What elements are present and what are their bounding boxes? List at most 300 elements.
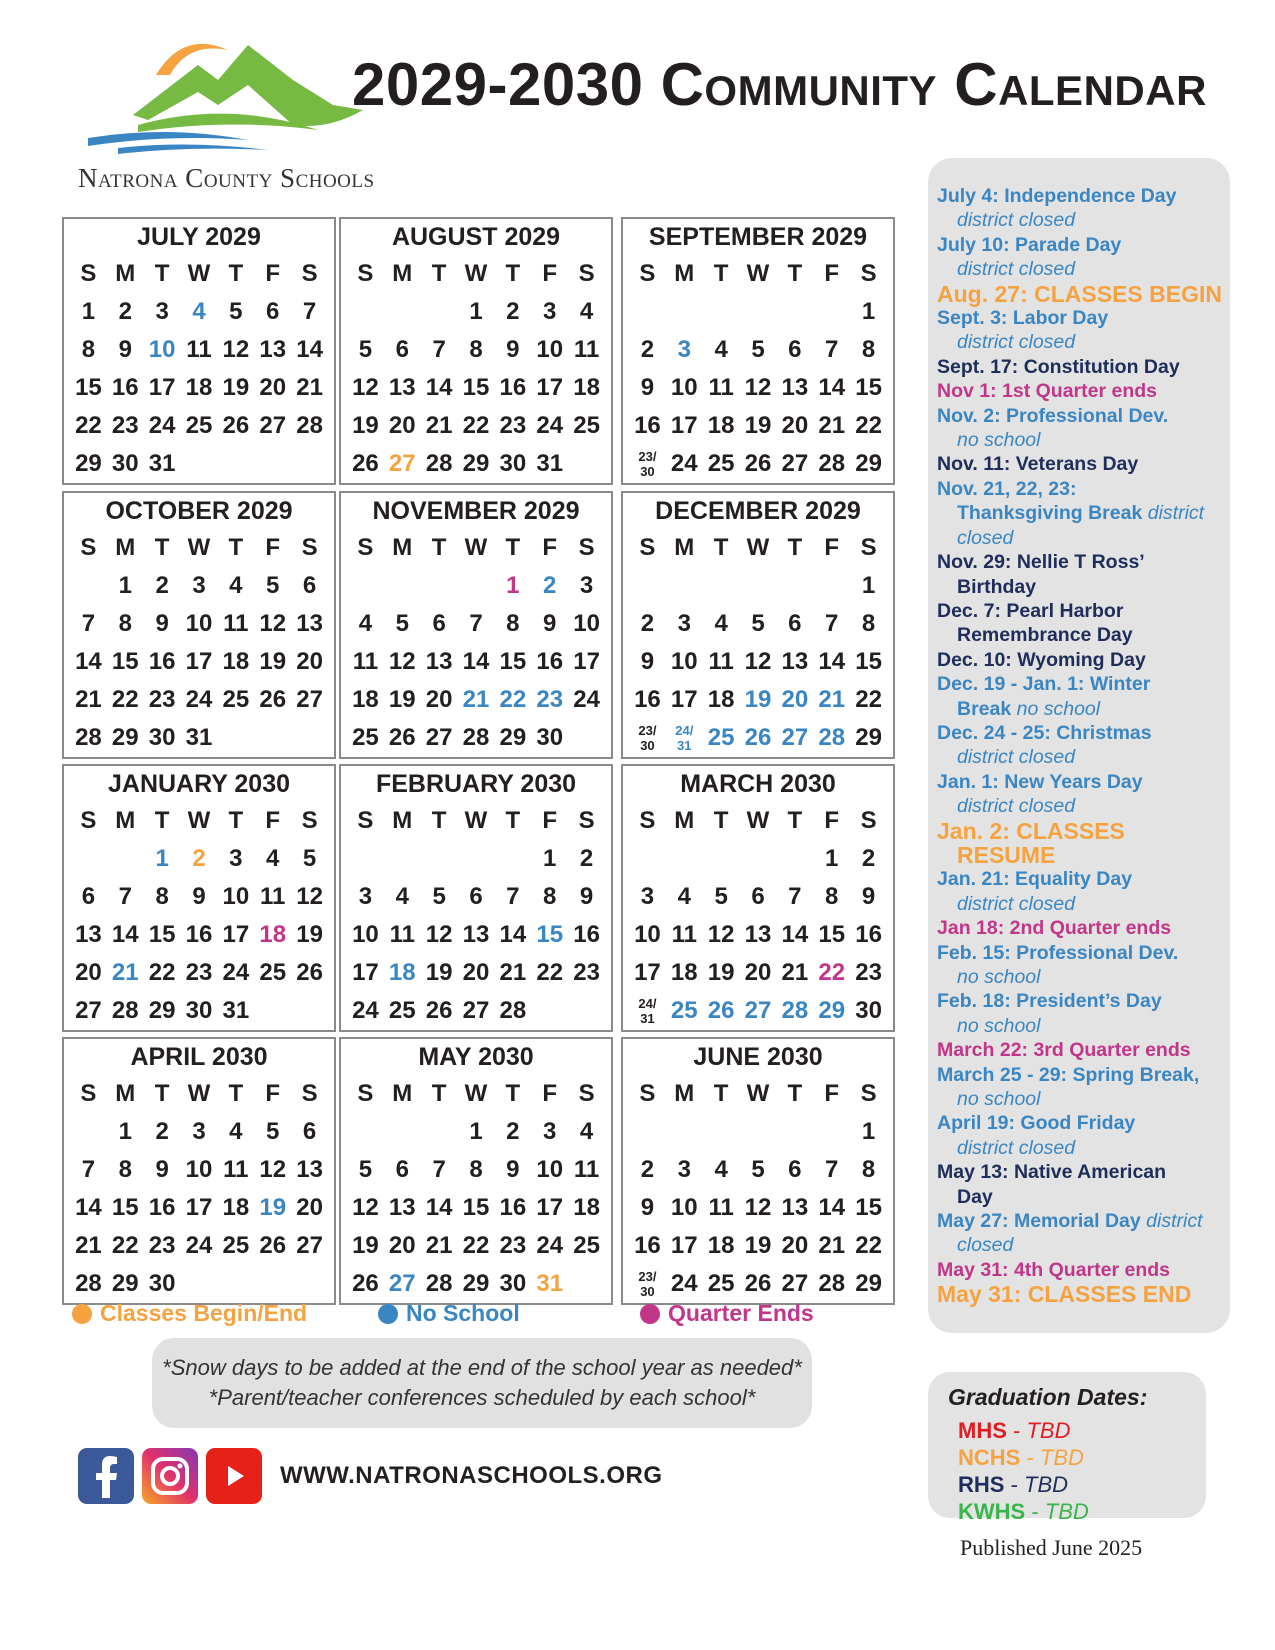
day-cell: 3: [543, 298, 557, 325]
day-cell: 2: [579, 845, 594, 872]
weekday-header: [64, 255, 334, 293]
day-cell: 25: [573, 1232, 600, 1259]
month-january-2030: [62, 764, 336, 1032]
day-cell: 29: [148, 997, 176, 1024]
weekday-header: [623, 1075, 893, 1113]
day-cell: 24: [536, 412, 564, 439]
day-cell: 27: [781, 450, 809, 477]
graduation-row: MHS - TBD: [958, 1418, 1071, 1443]
day-cell: 16: [855, 921, 882, 948]
events-sidebar: [928, 158, 1230, 1333]
day-cell: 9: [861, 883, 876, 910]
instagram-icon[interactable]: [142, 1448, 198, 1504]
graduation-box: [928, 1372, 1206, 1524]
weekday-header: [341, 1075, 611, 1113]
day-cell: 8: [861, 1156, 876, 1183]
event-line: Dec. 7: Pearl Harbor: [937, 599, 1124, 622]
weekday-label: M: [674, 1080, 695, 1107]
day-cell: 16: [111, 374, 139, 401]
day-cell: 23: [111, 412, 139, 439]
week-row: [64, 293, 334, 331]
day-cell: 12: [352, 374, 379, 401]
day-cell: 13: [296, 1156, 323, 1183]
day-cell: 14: [425, 374, 453, 401]
day-cell: 9: [506, 1156, 520, 1183]
weekday-label: F: [824, 260, 840, 287]
weekday-label: F: [824, 534, 840, 561]
facebook-icon[interactable]: [78, 1448, 134, 1504]
day-cell: 15: [855, 374, 882, 401]
weekday-label: F: [542, 807, 558, 834]
day-cell: 24: [573, 686, 600, 713]
day-cell: 22: [462, 412, 490, 439]
week-row: [341, 1189, 611, 1227]
notes-box: [152, 1338, 812, 1428]
event-line: no school: [957, 966, 1041, 988]
day-cell: 4: [714, 1156, 728, 1183]
event-line: May 27: Memorial Day district: [937, 1210, 1203, 1233]
week-row: [623, 719, 893, 757]
weekday-label: T: [228, 534, 244, 561]
day-cell: 24: [185, 686, 213, 713]
weekday-label: T: [154, 807, 170, 834]
day-cell: 16: [148, 1194, 176, 1221]
event-line: March 22: 3rd Quarter ends: [937, 1039, 1191, 1062]
day-cell: 21: [781, 959, 809, 986]
day-cell: 7: [825, 1156, 839, 1183]
weekday-label: S: [860, 807, 877, 834]
week-row: [64, 954, 334, 992]
day-cell: 14: [111, 921, 139, 948]
day-cell: 1: [825, 845, 839, 872]
weekday-label: T: [431, 534, 447, 561]
weekday-label: S: [357, 1080, 374, 1107]
youtube-icon[interactable]: [206, 1448, 262, 1504]
day-cell: 10: [670, 374, 698, 401]
day-cell: 29: [855, 724, 882, 751]
day-cell: 8: [506, 610, 520, 637]
weekday-label: M: [115, 1080, 136, 1107]
day-cell: 17: [185, 1194, 213, 1221]
graduation-row: RHS - TBD: [958, 1472, 1069, 1497]
weekday-label: S: [301, 807, 318, 834]
weekday-label: M: [115, 534, 136, 561]
day-cell: 4: [714, 610, 728, 637]
month-december-2029: [621, 491, 895, 759]
day-cell: 15: [75, 374, 102, 401]
month-october-2029: [62, 491, 336, 759]
week-row: [64, 445, 334, 483]
day-cell: 27: [388, 1270, 416, 1297]
day-cell: 28: [111, 997, 139, 1024]
weekday-label: W: [187, 1080, 211, 1107]
day-cell: 8: [825, 883, 839, 910]
day-cell: 5: [714, 883, 728, 910]
pink-dot-icon: [640, 1304, 660, 1324]
day-cell: 24: [670, 450, 698, 477]
day-cell: 28: [462, 724, 490, 751]
day-cell: 19: [388, 686, 416, 713]
event-line: district closed: [957, 258, 1076, 281]
day-cell: 3: [640, 883, 655, 910]
week-row: [623, 293, 893, 331]
month-title: MAY 2030: [418, 1043, 534, 1071]
day-cell: 17: [536, 374, 564, 401]
day-cell: 17: [352, 959, 379, 986]
day-cell: 19: [744, 686, 772, 713]
day-cell: 16: [148, 648, 176, 675]
day-cell: 30: [499, 450, 527, 477]
week-row: [623, 1151, 893, 1189]
weekday-label: M: [392, 1080, 413, 1107]
day-cell: 26: [388, 724, 416, 751]
published-date: Published June 2025: [960, 1535, 1143, 1560]
weekday-label: S: [357, 260, 374, 287]
day-cell: 24/ 31: [675, 723, 694, 753]
weekday-label: W: [746, 260, 770, 287]
week-row: [341, 1227, 611, 1265]
weekday-label: F: [824, 807, 840, 834]
day-cell: 22: [462, 1232, 490, 1259]
day-cell: 21: [425, 1232, 453, 1259]
week-row: [64, 878, 334, 916]
event-line: May 31: 4th Quarter ends: [937, 1258, 1170, 1281]
weekday-label: T: [505, 260, 521, 287]
day-cell: 27: [388, 450, 416, 477]
weekday-label: W: [464, 534, 488, 561]
day-cell: 13: [781, 1194, 809, 1221]
week-row: [341, 567, 611, 605]
day-cell: 18: [707, 686, 735, 713]
week-row: [64, 840, 334, 878]
week-row: [341, 643, 611, 681]
week-row: [64, 369, 334, 407]
day-cell: 30: [111, 450, 139, 477]
day-cell: 1: [506, 572, 520, 599]
event-line: Dec. 24 - 25: Christmas: [937, 721, 1152, 744]
day-cell: 14: [296, 336, 323, 363]
day-cell: 11: [573, 1156, 600, 1183]
day-cell: 14: [818, 648, 846, 675]
day-cell: 5: [358, 336, 373, 363]
weekday-label: T: [505, 1080, 521, 1107]
day-cell: 29: [462, 450, 490, 477]
day-cell: 2: [640, 1156, 655, 1183]
weekday-label: W: [187, 534, 211, 561]
day-cell: 2: [155, 1118, 169, 1145]
day-cell: 24: [185, 1232, 213, 1259]
day-cell: 13: [781, 648, 809, 675]
day-cell: 27: [425, 724, 453, 751]
week-row: [341, 445, 611, 483]
day-cell: 21: [425, 412, 453, 439]
day-cell: 29: [111, 1270, 139, 1297]
weekday-header: [64, 1075, 334, 1113]
weekday-label: F: [542, 1080, 558, 1107]
day-cell: 15: [111, 1194, 139, 1221]
event-line: May 13: Native American: [937, 1161, 1167, 1184]
weekday-label: S: [301, 1080, 318, 1107]
day-cell: 14: [781, 921, 809, 948]
day-cell: 9: [118, 336, 132, 363]
weekday-label: M: [392, 807, 413, 834]
day-cell: 8: [118, 1156, 132, 1183]
day-cell: 7: [118, 883, 132, 910]
day-cell: 24: [670, 1270, 698, 1297]
day-cell: 23: [573, 959, 600, 986]
weekday-label: T: [431, 1080, 447, 1107]
weekday-label: T: [713, 807, 729, 834]
weekday-label: T: [154, 1080, 170, 1107]
day-cell: 28: [75, 1270, 102, 1297]
day-cell: 19: [259, 648, 287, 675]
day-cell: 15: [818, 921, 846, 948]
day-cell: 5: [266, 1118, 280, 1145]
week-row: [64, 331, 334, 369]
day-cell: 16: [499, 1194, 527, 1221]
event-line: district closed: [957, 331, 1076, 354]
week-row: [623, 916, 893, 954]
day-cell: 22: [818, 959, 846, 986]
day-cell: 31: [536, 1270, 564, 1297]
day-cell: 23/ 30: [638, 1269, 657, 1299]
weekday-label: T: [787, 534, 803, 561]
weekday-label: S: [639, 1080, 656, 1107]
month-title: FEBRUARY 2030: [375, 770, 577, 798]
month-april-2030: [62, 1037, 336, 1305]
month-title: AUGUST 2029: [391, 223, 561, 251]
weekday-header: [64, 529, 334, 567]
day-cell: 14: [818, 1194, 846, 1221]
day-cell: 8: [543, 883, 557, 910]
day-cell: 5: [395, 610, 409, 637]
day-cell: 13: [388, 374, 416, 401]
day-cell: 23/ 30: [638, 449, 657, 479]
week-row: [623, 407, 893, 445]
day-cell: 10: [634, 921, 661, 948]
day-cell: 9: [579, 883, 594, 910]
day-cell: 7: [81, 1156, 96, 1183]
week-row: [623, 605, 893, 643]
week-row: [64, 1265, 334, 1303]
weekday-label: M: [674, 807, 695, 834]
week-row: [623, 369, 893, 407]
month-february-2030: [339, 764, 613, 1032]
day-cell: 27: [75, 997, 102, 1024]
day-cell: 11: [186, 336, 212, 363]
day-cell: 4: [229, 572, 243, 599]
day-cell: 21: [818, 1232, 846, 1259]
day-cell: 13: [425, 648, 453, 675]
week-row: [623, 1265, 893, 1303]
day-cell: 18: [573, 374, 600, 401]
event-line: district closed: [957, 892, 1076, 915]
note-snow-days: *Snow days to be added at the end of the school year as needed*: [162, 1355, 802, 1380]
day-cell: 12: [222, 336, 250, 363]
week-row: [64, 1151, 334, 1189]
district-name: Natrona County Schools: [78, 163, 375, 193]
day-cell: 28: [425, 1270, 453, 1297]
day-cell: 12: [388, 648, 416, 675]
weekday-label: S: [301, 534, 318, 561]
day-cell: 19: [296, 921, 323, 948]
day-cell: 13: [75, 921, 102, 948]
day-cell: 31: [536, 450, 564, 477]
blue-dot-icon: [378, 1304, 398, 1324]
weekday-label: W: [464, 807, 488, 834]
day-cell: 23: [185, 959, 213, 986]
day-cell: 2: [192, 845, 206, 872]
weekday-label: F: [265, 807, 281, 834]
week-row: [64, 567, 334, 605]
day-cell: 7: [825, 336, 839, 363]
day-cell: 26: [222, 412, 250, 439]
day-cell: 18: [670, 959, 698, 986]
day-cell: 21: [75, 1232, 102, 1259]
day-cell: 7: [81, 610, 96, 637]
weekday-label: T: [787, 260, 803, 287]
month-title: OCTOBER 2029: [105, 497, 293, 525]
day-cell: 5: [751, 1156, 765, 1183]
day-cell: 26: [296, 959, 323, 986]
day-cell: 17: [148, 374, 176, 401]
weekday-header: [64, 802, 334, 840]
event-line: Jan. 2: CLASSES: [937, 817, 1125, 844]
week-row: [64, 1113, 334, 1151]
day-cell: 26: [744, 1270, 772, 1297]
day-cell: 26: [707, 997, 735, 1024]
day-cell: 2: [155, 572, 169, 599]
day-cell: 23: [499, 1232, 527, 1259]
day-cell: 3: [192, 1118, 206, 1145]
day-cell: 26: [352, 450, 379, 477]
day-cell: 10: [352, 921, 379, 948]
day-cell: 12: [707, 921, 735, 948]
event-line: Sept. 17: Constitution Day: [937, 355, 1180, 378]
weekday-label: T: [713, 1080, 729, 1107]
event-line: closed: [957, 1234, 1014, 1257]
day-cell: 6: [469, 883, 483, 910]
week-row: [341, 1113, 611, 1151]
event-line: district closed: [957, 209, 1076, 232]
day-cell: 12: [744, 374, 772, 401]
day-cell: 28: [818, 450, 846, 477]
day-cell: 8: [469, 336, 483, 363]
week-row: [623, 878, 893, 916]
day-cell: 22: [855, 686, 882, 713]
day-cell: 2: [118, 298, 132, 325]
day-cell: 9: [192, 883, 206, 910]
day-cell: 29: [111, 724, 139, 751]
weekday-label: F: [824, 1080, 840, 1107]
day-cell: 15: [111, 648, 139, 675]
day-cell: 21: [462, 686, 490, 713]
day-cell: 9: [506, 336, 520, 363]
day-cell: 4: [579, 1118, 594, 1145]
day-cell: 19: [222, 374, 250, 401]
day-cell: 18: [222, 648, 250, 675]
month-title: JUNE 2030: [693, 1043, 823, 1071]
day-cell: 11: [352, 648, 379, 675]
weekday-label: M: [115, 807, 136, 834]
day-cell: 18: [707, 412, 735, 439]
weekday-label: S: [80, 260, 97, 287]
day-cell: 3: [358, 883, 373, 910]
day-cell: 19: [744, 412, 772, 439]
day-cell: 22: [75, 412, 102, 439]
event-line: Birthday: [957, 575, 1037, 598]
day-cell: 30: [185, 997, 213, 1024]
events-list: [937, 184, 1227, 1307]
weekday-label: S: [301, 260, 318, 287]
day-cell: 25: [222, 686, 250, 713]
day-cell: 21: [818, 412, 846, 439]
month-title: DECEMBER 2029: [655, 497, 861, 525]
day-cell: 3: [155, 298, 169, 325]
day-cell: 15: [536, 921, 564, 948]
day-cell: 20: [388, 1232, 416, 1259]
weekday-header: [341, 255, 611, 293]
day-cell: 27: [744, 997, 772, 1024]
event-line: no school: [957, 1088, 1041, 1111]
day-cell: 30: [148, 1270, 176, 1297]
weekday-label: T: [154, 260, 170, 287]
website-link[interactable]: WWW.NATRONASCHOOLS.ORG: [280, 1462, 663, 1489]
day-cell: 23: [148, 1232, 176, 1259]
month-title: JULY 2029: [137, 223, 261, 251]
day-cell: 4: [579, 298, 594, 325]
weekday-header: [623, 802, 893, 840]
event-line: Nov. 11: Veterans Day: [937, 453, 1139, 476]
day-cell: 14: [75, 1194, 102, 1221]
day-cell: 27: [781, 1270, 809, 1297]
day-cell: 10: [536, 336, 564, 363]
weekday-label: M: [392, 260, 413, 287]
week-row: [341, 878, 611, 916]
week-row: [64, 681, 334, 719]
week-row: [64, 1227, 334, 1265]
legend-no-school-label: No School: [406, 1300, 520, 1326]
day-cell: 20: [388, 412, 416, 439]
day-cell: 13: [296, 610, 323, 637]
weekday-label: S: [639, 807, 656, 834]
day-cell: 22: [536, 959, 564, 986]
legend-no-school: [378, 1300, 520, 1327]
day-cell: 25: [707, 450, 735, 477]
day-cell: 19: [352, 412, 379, 439]
week-row: [64, 1189, 334, 1227]
event-line: district closed: [957, 795, 1076, 818]
day-cell: 3: [579, 572, 594, 599]
day-cell: 9: [640, 374, 655, 401]
event-line: Jan. 21: Equality Day: [937, 868, 1133, 891]
day-cell: 7: [506, 883, 520, 910]
weekday-label: S: [578, 260, 595, 287]
week-row: [341, 331, 611, 369]
day-cell: 5: [358, 1156, 373, 1183]
day-cell: 19: [425, 959, 453, 986]
day-cell: 11: [708, 648, 734, 675]
weekday-label: S: [639, 260, 656, 287]
day-cell: 14: [425, 1194, 453, 1221]
event-line: Nov 1: 1st Quarter ends: [937, 380, 1157, 403]
graduation-row: KWHS - TBD: [958, 1499, 1089, 1524]
day-cell: 4: [358, 610, 373, 637]
day-cell: 16: [634, 1232, 661, 1259]
day-cell: 4: [229, 1118, 243, 1145]
day-cell: 22: [111, 686, 139, 713]
day-cell: 29: [818, 997, 846, 1024]
